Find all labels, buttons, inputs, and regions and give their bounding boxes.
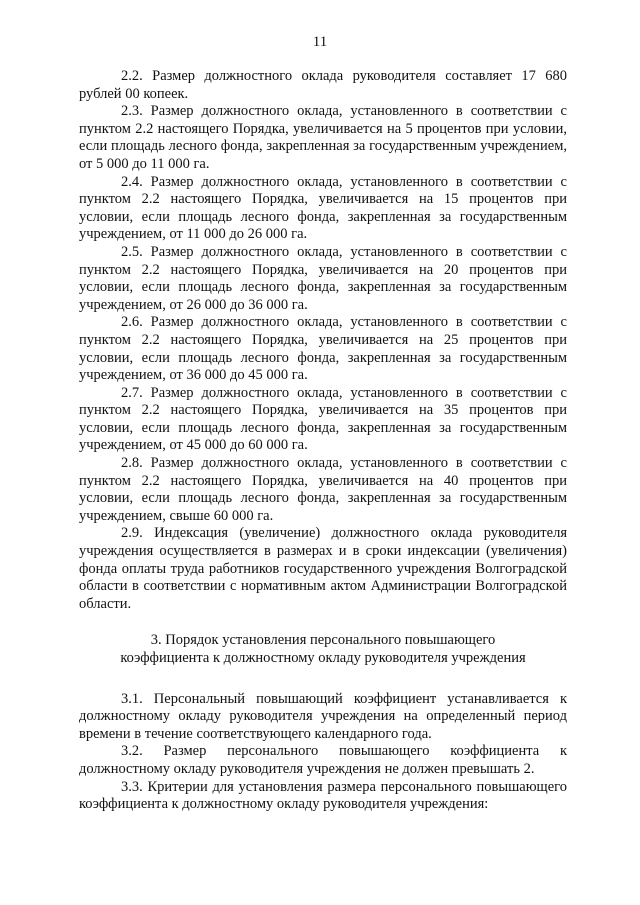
spacer <box>79 668 567 691</box>
paragraph-2-3: 2.3. Размер должностного оклада, установленного в соответствии с пунктом 2.2 настоящего Порядка, увеличивается на 5 процентов при условии, если площадь лесного фонда, закрепленная за государственным учреждением, от 5 000 до 11 000 га. <box>79 103 567 172</box>
paragraph-3-1: 3.1. Персональный повышающий коэффициент устанавливается к должностному окладу руководителя учреждения на определенный период времени в течение соответствующего календарного года. <box>79 690 567 742</box>
paragraph-2-2: 2.2. Размер должностного оклада руководителя составляет 17 680 рублей 00 копеек. <box>79 68 567 102</box>
page-number: 11 <box>312 34 328 50</box>
paragraph-2-4: 2.4. Размер должностного оклада, установленного в соответствии с пунктом 2.2 настоящего Порядка, увеличивается на 15 процентов при условии, если площадь лесного фонда, закрепленная за государственным учреждением, от 11 000 до 26 000 га. <box>79 173 567 243</box>
spacer <box>79 613 567 632</box>
section-heading-line-1: 3. Порядок установления персонального повышающего <box>150 632 496 649</box>
paragraph-3-2: 3.2. Размер персонального повышающего коэффициента к должностному окладу руководителя учреждения не должен превышать 2. <box>79 743 567 777</box>
document-body <box>79 68 567 814</box>
paragraph-3-3: 3.3. Критерии для установления размера персонального повышающего коэффициента к должностному окладу руководителя учреждения: <box>79 778 567 813</box>
paragraph-2-7: 2.7. Размер должностного оклада, установленного в соответствии с пунктом 2.2 настоящего Порядка, увеличивается на 35 процентов при условии, если площадь лесного фонда, закрепленная за государственным учреждением, от 45 000 до 60 000 га. <box>79 384 567 454</box>
section-heading-line-2: коэффициента к должностному окладу руководителя учреждения <box>120 650 526 666</box>
paragraph-2-5: 2.5. Размер должностного оклада, установленного в соответствии с пунктом 2.2 настоящего Порядка, увеличивается на 20 процентов при условии, если площадь лесного фонда, закрепленная за государственным учреждением, от 26 000 до 36 000 га. <box>79 243 567 313</box>
paragraph-2-9: 2.9. Индексация (увеличение) должностного оклада руководителя учреждения осуществляется в размерах и в сроки индексации (увеличения) фонда оплаты труда работников государственного учреждения Волгоградской области в соответствии с нормативным актом Администрации Волгоградской области. <box>79 525 567 612</box>
paragraph-2-6: 2.6. Размер должностного оклада, установленного в соответствии с пунктом 2.2 настоящего Порядка, увеличивается на 25 процентов при условии, если площадь лесного фонда, закрепленная за государственным учреждением, от 36 000 до 45 000 га. <box>79 314 567 384</box>
paragraph-2-8: 2.8. Размер должностного оклада, установленного в соответствии с пунктом 2.2 настоящего Порядка, увеличивается на 40 процентов при условии, если площадь лесного фонда, закрепленная за государственным учреждением, свыше 60 000 га. <box>79 455 567 524</box>
